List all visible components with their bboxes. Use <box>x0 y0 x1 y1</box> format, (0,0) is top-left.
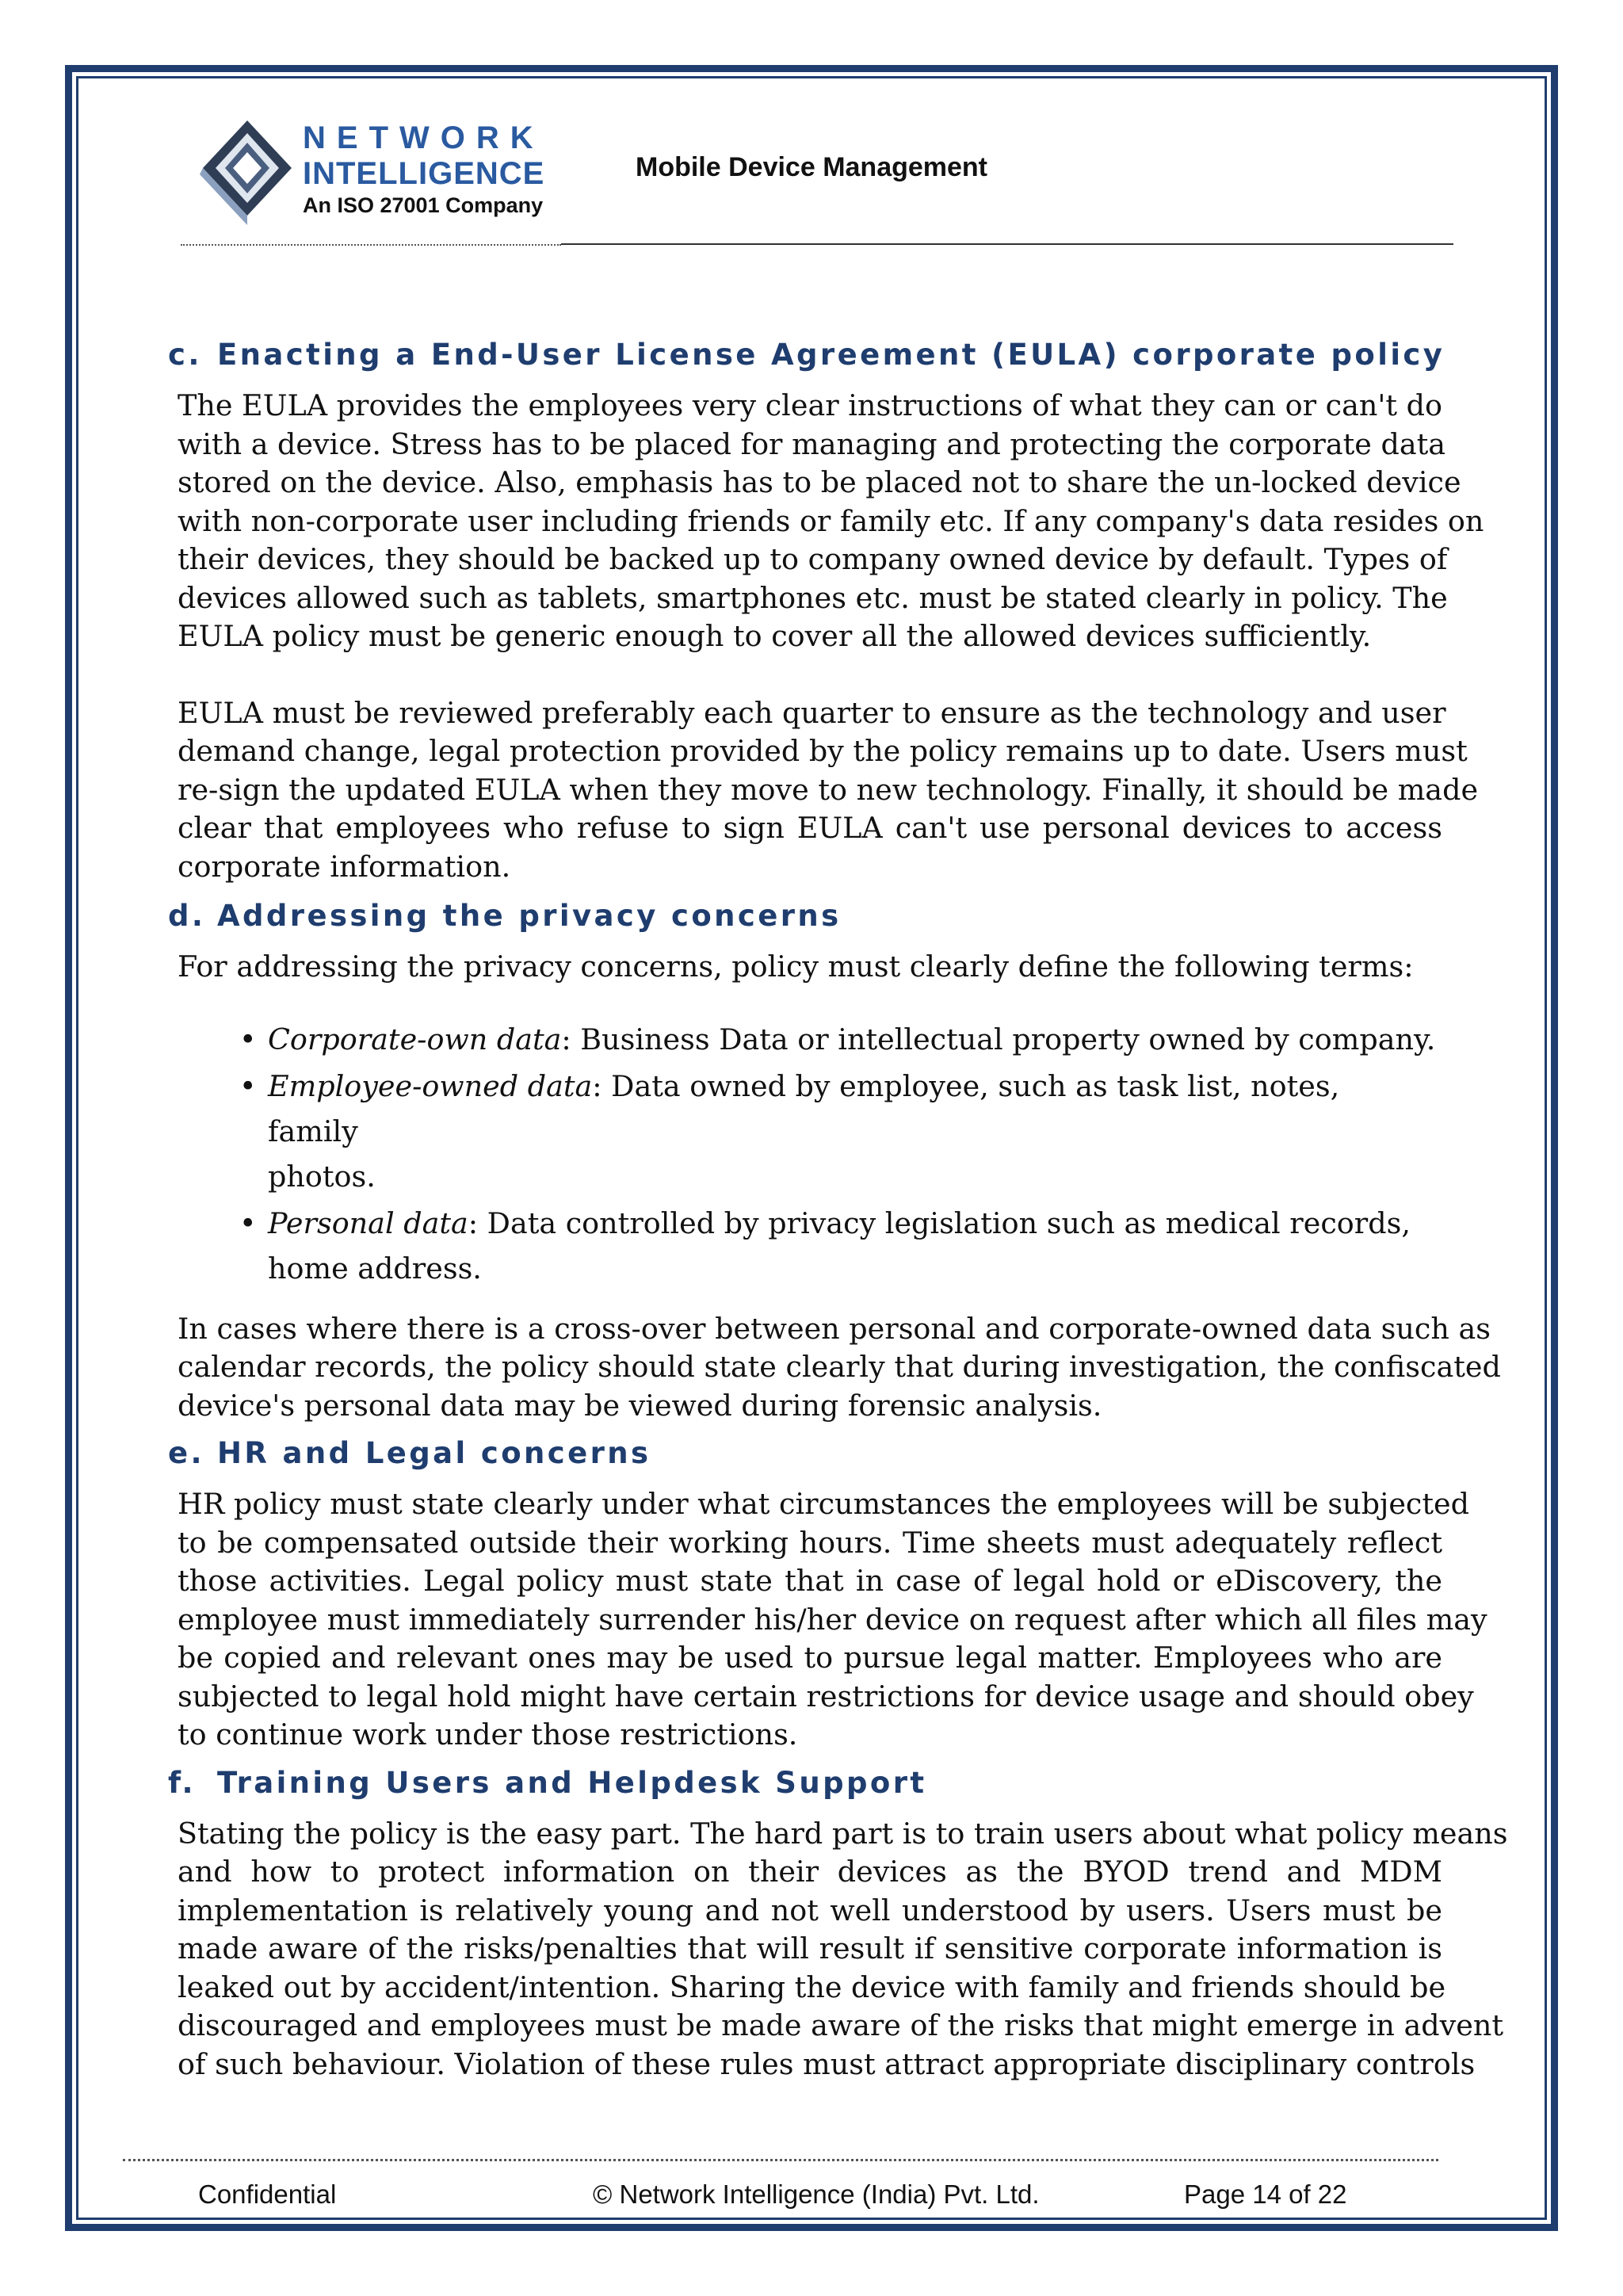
section-title: Enacting a End-User License Agreement (EULA) corporate policy <box>217 338 1445 372</box>
text-line: to continue work under those restrictions. <box>178 1717 798 1752</box>
bullet-icon: • <box>239 1205 257 1240</box>
text-line: calendar records, the policy should state clearly that during investigation, the confiscated <box>178 1350 1501 1384</box>
section-heading-d <box>168 894 1436 938</box>
logo-iso-text: An ISO 27001 Company <box>303 193 544 217</box>
text-line: device's personal data may be viewed during forensic analysis. <box>178 1388 1102 1423</box>
paragraph-privacy-crossover <box>178 1310 1501 1426</box>
list-item <box>206 1201 1436 1291</box>
section-heading-e <box>168 1431 1436 1476</box>
text-line: clear that employees who refuse to sign EULA can't use personal devices to access <box>178 811 1442 845</box>
text-line: EULA must be reviewed preferably each quarter to ensure as the technology and user <box>178 695 1446 730</box>
definition-continued: photos. <box>268 1159 376 1194</box>
text-line: demand change, legal protection provided by the policy remains up to date. Users must <box>178 734 1468 768</box>
header-divider <box>561 243 1453 245</box>
footer-copyright: © Network Intelligence (India) Pvt. Ltd. <box>593 2179 1040 2209</box>
text-line: For addressing the privacy concerns, policy must clearly define the following terms: <box>178 949 1414 984</box>
definition: : Data controlled by privacy legislation such as medical records, <box>468 1205 1411 1240</box>
paragraph-eula-1 <box>178 387 1484 656</box>
header-divider-dotted <box>181 244 561 246</box>
text-line: made aware of the risks/penalties that will result if sensitive corporate information is <box>178 1931 1442 1966</box>
document-body <box>168 333 1508 2084</box>
text-line: leaked out by accident/intention. Sharing the device with family and friends should be <box>178 1969 1446 2004</box>
paragraph-training <box>178 1815 1508 2084</box>
text-line: Stating the policy is the easy part. The hard part is to train users about what policy means <box>178 1816 1508 1851</box>
text-line: stored on the device. Also, emphasis has to be placed not to share the un-locked device <box>178 465 1461 499</box>
list-item <box>206 1017 1436 1062</box>
section-title: HR and Legal concerns <box>217 1436 651 1470</box>
footer-confidential: Confidential <box>198 2179 337 2209</box>
term: Corporate-own data <box>268 1022 562 1056</box>
section-letter: c. <box>168 338 202 372</box>
text-line: devices allowed such as tablets, smartphones etc. must be stated clearly in policy. The <box>178 580 1448 615</box>
definition-continued: home address. <box>268 1251 482 1286</box>
list-item <box>206 1064 1436 1199</box>
section-heading-c <box>168 333 1445 377</box>
footer-divider <box>123 2159 1438 2161</box>
paragraph-eula-2 <box>178 694 1479 887</box>
definition: : Data owned by employee, such as task list, notes, family <box>268 1068 1340 1148</box>
text-line: EULA policy must be generic enough to cover all the allowed devices sufficiently. <box>178 619 1372 653</box>
text-line: corporate information. <box>178 849 511 884</box>
logo-network-text: NETWORK <box>303 120 544 155</box>
text-line: with a device. Stress has to be placed for managing and protecting the corporate data <box>178 426 1446 461</box>
text-line: discouraged and employees must be made aware of the risks that might emerge in advent <box>178 2008 1504 2042</box>
company-logo <box>200 117 564 228</box>
text-line: be copied and relevant ones may be used to pursue legal matter. Employees who are <box>178 1641 1442 1675</box>
term: Employee-owned data <box>268 1068 593 1103</box>
section-heading-f <box>168 1761 1436 1805</box>
text-line: The EULA provides the employees very clear instructions of what they can or can't do <box>178 388 1442 422</box>
bullet-icon: • <box>239 1068 257 1103</box>
text-line: with non-corporate user including friends or family etc. If any company's data resides on <box>178 503 1484 538</box>
text-line: their devices, they should be backed up to company owned device by default. Types of <box>178 542 1448 576</box>
text-line: subjected to legal hold might have certain restrictions for device usage and should obey <box>178 1679 1474 1713</box>
section-title: Training Users and Helpdesk Support <box>217 1765 927 1800</box>
section-letter: f. <box>168 1765 196 1800</box>
section-letter: e. <box>168 1436 204 1470</box>
page-number: Page 14 of 22 <box>1184 2179 1347 2209</box>
text-line: and how to protect information on their devices as the BYOD trend and MDM <box>178 1855 1442 1889</box>
definition: : Business Data or intellectual property owned by company. <box>561 1022 1436 1056</box>
term: Personal data <box>268 1205 468 1240</box>
text-line: of such behaviour. Violation of these rules must attract appropriate disciplinary controls <box>178 2046 1476 2081</box>
text-line: In cases where there is a cross-over between personal and corporate-owned data such as <box>178 1311 1491 1346</box>
privacy-terms-list <box>168 1017 1436 1291</box>
text-line: re-sign the updated EULA when they move to new technology. Finally, it should be made <box>178 772 1479 807</box>
text-line: those activities. Legal policy must state that in case of legal hold or eDiscovery, the <box>178 1564 1442 1598</box>
text-line: implementation is relatively young and not well understood by users. Users must be <box>178 1893 1442 1927</box>
section-title: Addressing the privacy concerns <box>217 899 842 933</box>
section-letter: d. <box>168 899 206 933</box>
logo-diamond-icon <box>200 117 295 228</box>
text-line: employee must immediately surrender his/her device on request after which all files may <box>178 1602 1487 1637</box>
logo-intelligence-text: INTELLIGENCE <box>303 156 545 191</box>
text-line: HR policy must state clearly under what circumstances the employees will be subjected <box>178 1487 1470 1521</box>
paragraph-privacy-intro <box>178 948 1442 987</box>
document-title: Mobile Device Management <box>636 152 988 182</box>
paragraph-hr-legal <box>178 1485 1487 1755</box>
bullet-icon: • <box>239 1022 257 1056</box>
text-line: to be compensated outside their working hours. Time sheets must adequately reflect <box>178 1525 1442 1560</box>
